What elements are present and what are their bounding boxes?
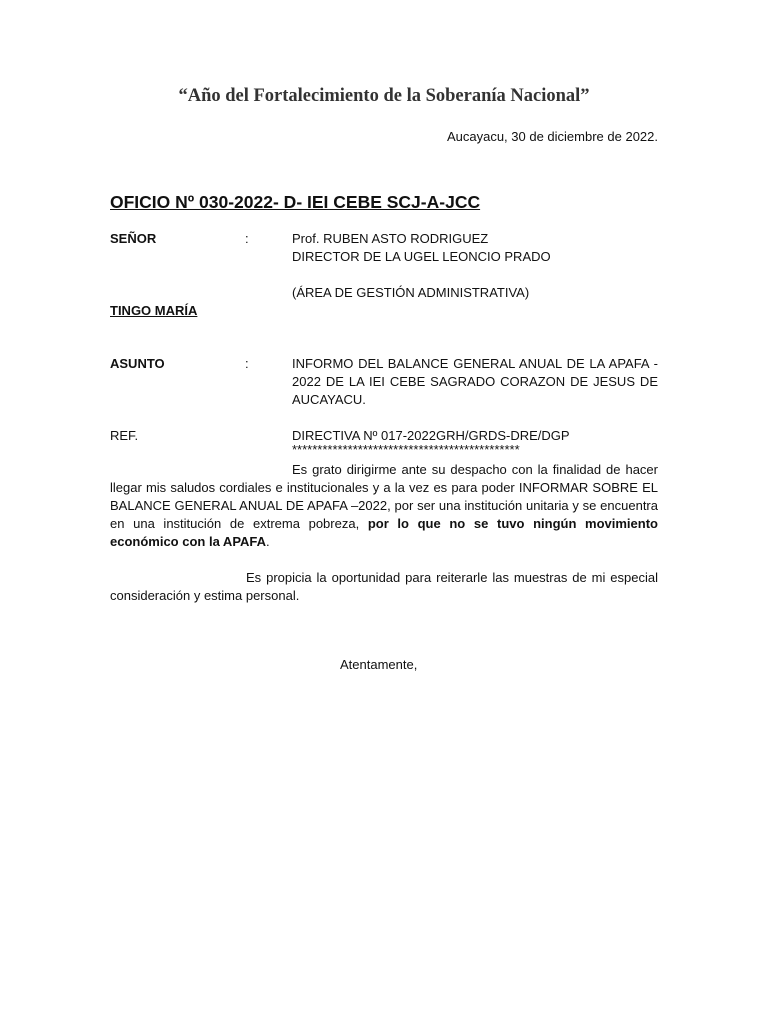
- subject-label: ASUNTO: [110, 356, 165, 371]
- body-paragraph-1-bold: por lo que no se tuvo ningún movimiento económico con la APAFA: [110, 516, 658, 549]
- recipient-name: Prof. RUBEN ASTO RODRIGUEZ: [292, 231, 489, 246]
- recipient-area: (ÁREA DE GESTIÓN ADMINISTRATIVA): [292, 285, 530, 300]
- recipient-position: DIRECTOR DE LA UGEL LEONCIO PRADO: [292, 249, 551, 264]
- reference-label: REF.: [110, 428, 139, 443]
- subject-colon: :: [245, 356, 249, 371]
- reference-separator: *********************************************: [292, 442, 520, 457]
- body-paragraph-2: Es propicia la oportunidad para reiterarle las muestras de mi especial consideración y estima personal.: [110, 570, 658, 603]
- place-date: Aucayacu, 30 de diciembre de 2022.: [446, 129, 658, 144]
- oficio-number: OFICIO Nº 030-2022- D- IEI CEBE SCJ-A-JCC: [110, 192, 481, 212]
- closing-text: Atentamente,: [340, 657, 418, 672]
- body-paragraph-1-text: Es grato dirigirme ante su despacho con la finalidad de hacer llegar mis saludos cordiales e institucionales y a la vez es para poder INFORMAR SOBRE EL BALANCE GENERAL ANUAL DE APAFA –2022, por ser una institución unitaria y se encuentra en una institución de extrema pobreza,: [110, 462, 658, 531]
- reference-text: DIRECTIVA Nº 017-2022GRH/GRDS-DRE/DGP: [292, 428, 570, 443]
- subject-text: INFORMO DEL BALANCE GENERAL ANUAL DE LA APAFA - 2022 DE LA IEI CEBE SAGRADO CORAZON DE JESUS DE AUCAYACU.: [292, 356, 658, 407]
- recipient-colon: :: [245, 231, 249, 246]
- recipient-city: TINGO MARÍA: [110, 303, 198, 318]
- year-motto: “Año del Fortalecimiento de la Soberanía Nacional”: [178, 86, 590, 106]
- recipient-label: SEÑOR: [110, 231, 157, 246]
- body-paragraph-1: [110, 461, 658, 551]
- body-paragraph-1-end: .: [266, 534, 270, 549]
